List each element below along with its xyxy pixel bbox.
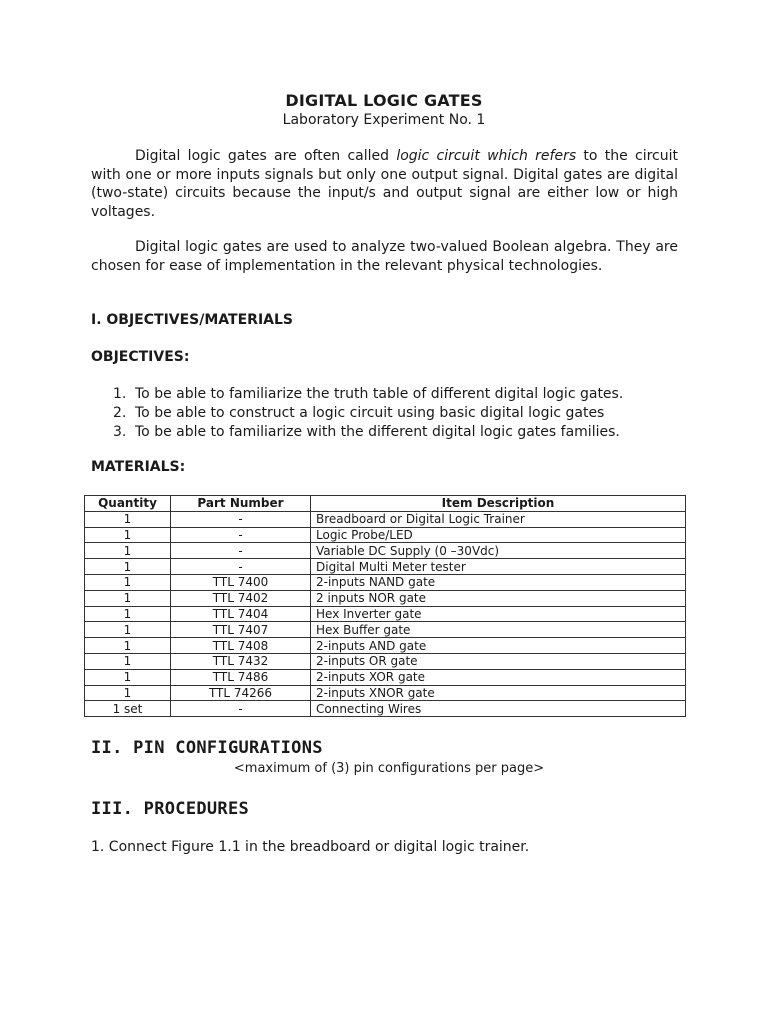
intro-paragraph-1 (91, 147, 678, 221)
materials-heading: MATERIALS: (91, 459, 186, 475)
cell-item-description: 2 inputs NOR gate (311, 590, 686, 606)
cell-item-description: Breadboard or Digital Logic Trainer (311, 511, 686, 527)
column-header-item-description: Item Description (311, 496, 686, 512)
cell-quantity: 1 (85, 606, 171, 622)
objective-text: To be able to familiarize the truth table of different digital logic gates. (135, 386, 624, 402)
cell-quantity: 1 (85, 622, 171, 638)
cell-part-number: TTL 7407 (171, 622, 311, 638)
objective-item (113, 423, 623, 442)
cell-item-description: Variable DC Supply (0 –30Vdc) (311, 543, 686, 559)
cell-item-description: Connecting Wires (311, 701, 686, 717)
intro-paragraph-1-italic: logic circuit which refers (396, 148, 577, 164)
cell-part-number: TTL 7408 (171, 638, 311, 654)
objective-item (113, 385, 623, 404)
table-row (85, 653, 686, 669)
table-header-row (85, 496, 686, 512)
objective-number: 1. (113, 386, 127, 402)
cell-item-description: 2-inputs XOR gate (311, 669, 686, 685)
table-row (85, 685, 686, 701)
table-row (85, 606, 686, 622)
cell-quantity: 1 (85, 511, 171, 527)
cell-item-description: Logic Probe/LED (311, 527, 686, 543)
table-row (85, 511, 686, 527)
column-header-part-number: Part Number (171, 496, 311, 512)
cell-part-number: TTL 7432 (171, 653, 311, 669)
table-row (85, 590, 686, 606)
cell-quantity: 1 (85, 574, 171, 590)
table-row (85, 574, 686, 590)
procedure-step-1: 1. Connect Figure 1.1 in the breadboard or digital logic trainer. (91, 839, 530, 855)
cell-item-description: 2-inputs AND gate (311, 638, 686, 654)
table-row (85, 669, 686, 685)
section-heading-objectives-materials: I. OBJECTIVES/MATERIALS (91, 312, 293, 328)
objective-number: 3. (113, 423, 127, 440)
cell-item-description: Hex Buffer gate (311, 622, 686, 638)
cell-part-number: - (171, 511, 311, 527)
materials-table (84, 495, 686, 717)
pin-configurations-note: <maximum of (3) pin configurations per page> (233, 761, 545, 776)
table-row (85, 622, 686, 638)
cell-part-number: - (171, 527, 311, 543)
objectives-heading: OBJECTIVES: (91, 349, 190, 365)
column-header-quantity: Quantity (85, 496, 171, 512)
cell-part-number: - (171, 701, 311, 717)
cell-part-number: TTL 7486 (171, 669, 311, 685)
cell-part-number: TTL 7400 (171, 574, 311, 590)
document-title: DIGITAL LOGIC GATES (285, 91, 483, 110)
objectives-list (113, 385, 623, 441)
cell-quantity: 1 (85, 685, 171, 701)
table-row (85, 527, 686, 543)
section-heading-procedures: III. PROCEDURES (91, 799, 250, 819)
cell-part-number: TTL 7404 (171, 606, 311, 622)
cell-item-description: 2-inputs NAND gate (311, 574, 686, 590)
intro-paragraph-2: Digital logic gates are used to analyze two-valued Boolean algebra. They are chosen for ease of implementation in the relevant physical technologies. (91, 239, 678, 274)
objective-number: 2. (113, 404, 127, 421)
cell-quantity: 1 set (85, 701, 171, 717)
intro-paragraph-1-end: to the circuit with one or more inputs signals but only one output signal. Digital gates are digital (two-state) circuits because the input/s and output signal are either low or high voltages. (91, 148, 678, 220)
objective-item (113, 404, 623, 423)
cell-part-number: - (171, 543, 311, 559)
document-subtitle: Laboratory Experiment No. 1 (282, 112, 486, 128)
cell-quantity: 1 (85, 590, 171, 606)
cell-part-number: TTL 74266 (171, 685, 311, 701)
cell-item-description: Digital Multi Meter tester (311, 559, 686, 575)
cell-quantity: 1 (85, 669, 171, 685)
cell-quantity: 1 (85, 559, 171, 575)
cell-quantity: 1 (85, 527, 171, 543)
section-heading-pin-configurations: II. PIN CONFIGURATIONS (91, 738, 323, 758)
cell-item-description: 2-inputs OR gate (311, 653, 686, 669)
table-row (85, 701, 686, 717)
table-row (85, 559, 686, 575)
cell-quantity: 1 (85, 653, 171, 669)
cell-quantity: 1 (85, 638, 171, 654)
table-row (85, 543, 686, 559)
objective-text: To be able to familiarize with the different digital logic gates families. (135, 423, 620, 440)
cell-item-description: Hex Inverter gate (311, 606, 686, 622)
cell-part-number: TTL 7402 (171, 590, 311, 606)
cell-quantity: 1 (85, 543, 171, 559)
objective-text: To be able to construct a logic circuit using basic digital logic gates (135, 404, 605, 421)
intro-paragraph-1-start: Digital logic gates are often called (135, 148, 397, 164)
cell-part-number: - (171, 559, 311, 575)
table-row (85, 638, 686, 654)
cell-item-description: 2-inputs XNOR gate (311, 685, 686, 701)
